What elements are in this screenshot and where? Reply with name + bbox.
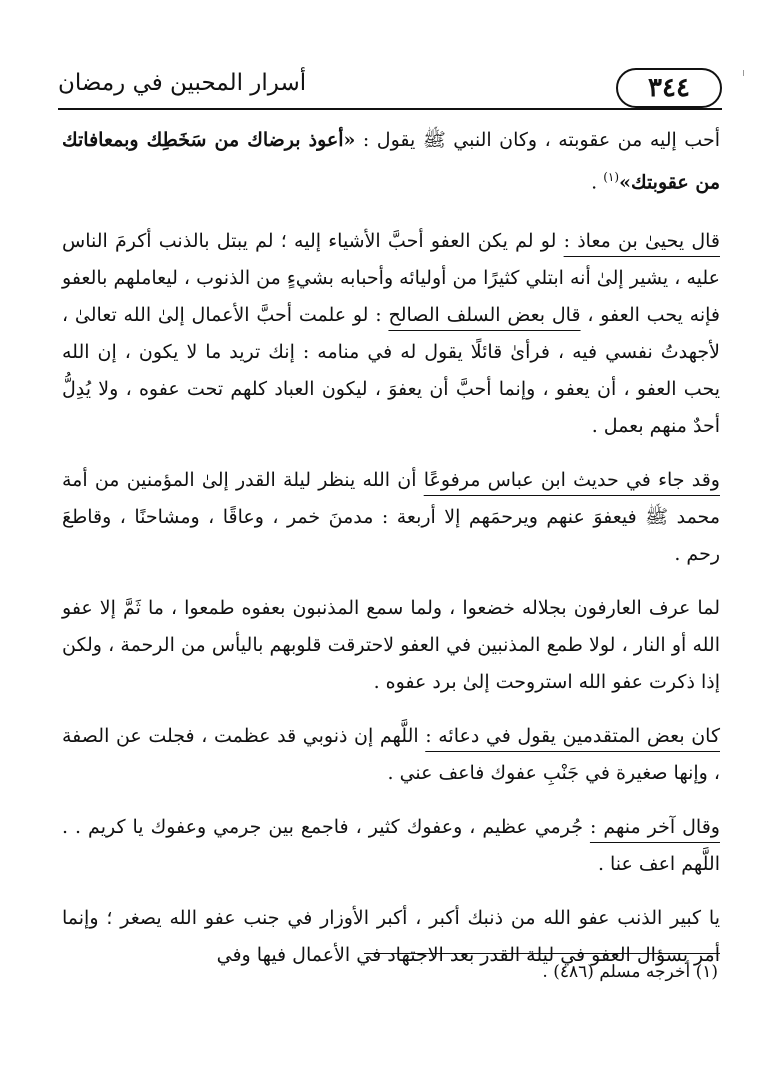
footnote: (١) أخرجه مسلم (٤٨٦) . <box>542 962 718 982</box>
page-body <box>62 122 720 991</box>
paragraph-lead: وقد جاء في حديث ابن عباس مرفوعًا <box>423 469 720 492</box>
footnote-divider <box>364 953 720 954</box>
paragraph-5 <box>62 718 720 792</box>
paragraph-lead: قال يحيىٰ بن معاذ : <box>563 230 720 253</box>
page-header <box>58 62 722 112</box>
paragraph-6 <box>62 809 720 883</box>
paragraph-text: لو لم يكن العفو أحبَّ الأشياء إليه ؛ لم يبتل بالذنب أكرمَ الناس عليه ، يشير إلىٰ أنه ابتلي كثيرًا من أوليائه وأحبابه بشيءٍ من الذنوب ، ليعاملهم بالعفو فإنه يحب العفو ، <box>62 230 721 327</box>
scan-mark <box>743 70 744 76</box>
paragraph-lead: وقال آخر منهم : <box>589 816 720 839</box>
book-title: أسرار المحبين في رمضان <box>58 70 307 96</box>
page-number: ٣٤٤ <box>616 68 722 108</box>
inline-lead: قال بعض السلف الصالح <box>388 304 581 327</box>
footnote-reference[interactable]: (١) <box>603 170 620 184</box>
paragraph-1 <box>62 122 720 201</box>
paragraph-text: يا كبير الذنب عفو الله من ذنبك أكبر ، أكبر الأوزار في جنب عفو الله يصغر ؛ وإنما أمر بسؤال العفو في ليلة القدر بعد الاجتهاد في الأعمال فيها وفي <box>62 907 720 967</box>
paragraph-4 <box>62 590 720 701</box>
paragraph-text: أحب إليه من عقوبته ، وكان النبي ﷺ يقول : <box>355 129 720 151</box>
paragraph-text: أن الله ينظر ليلة القدر إلىٰ المؤمنين من أمة محمد ﷺ فيعفوَ عنهم ويرحمَهم إلا أربعة : مدمنَ خمر ، وعاقًا ، ومشاحنًا ، وقاطعَ رحم . <box>62 469 720 566</box>
paragraph-lead: كان بعض المتقدمين يقول في دعائه : <box>425 725 720 748</box>
paragraph-text: اللَّهم إن ذنوبي قد عظمت ، فجلت عن الصفة ، وإنها صغيرة في جَنْبِ عفوك فاعف عني . <box>62 725 720 785</box>
paragraph-text: : لو علمت أحبَّ الأعمال إلىٰ الله تعالىٰ ، لأجهدتُ نفسي فيه ، فرأىٰ قائلًا يقول له في منامه : إنك تريد ما لا يكون ، إن الله يحب العفو ، أن يعفو ، وإنما أحبَّ أن يعفوَ ، ليكون العباد كلهم تحت عفوه ، ولا يُدِلُّ أحدٌ منهم بعمل . <box>62 304 720 438</box>
paragraph-text: جُرمي عظيم ، وعفوك كثير ، فاجمع بين جرمي وعفوك يا كريم . . اللَّهم اعف عنا . <box>62 816 720 876</box>
paragraph-3 <box>62 462 720 573</box>
paragraph-text: . <box>591 171 604 194</box>
hadith-quote: «أعوذ برضاك من سَخَطِك وبمعافاتك من عقوبتك» <box>62 129 720 194</box>
paragraph-2 <box>62 223 720 445</box>
paragraph-text: لما عرف العارفون بجلاله خضعوا ، ولما سمع المذنبون بعفوه طمعوا ، ما ثَمَّ إلا عفو الله أو النار ، لولا طمع المذنبين في العفو لاحترقت قلوبهم باليأس من الرحمة ، ولكن إذا ذكرت عفو الله استروحت إلىٰ برد عفوه . <box>62 597 720 694</box>
header-divider <box>58 108 722 110</box>
